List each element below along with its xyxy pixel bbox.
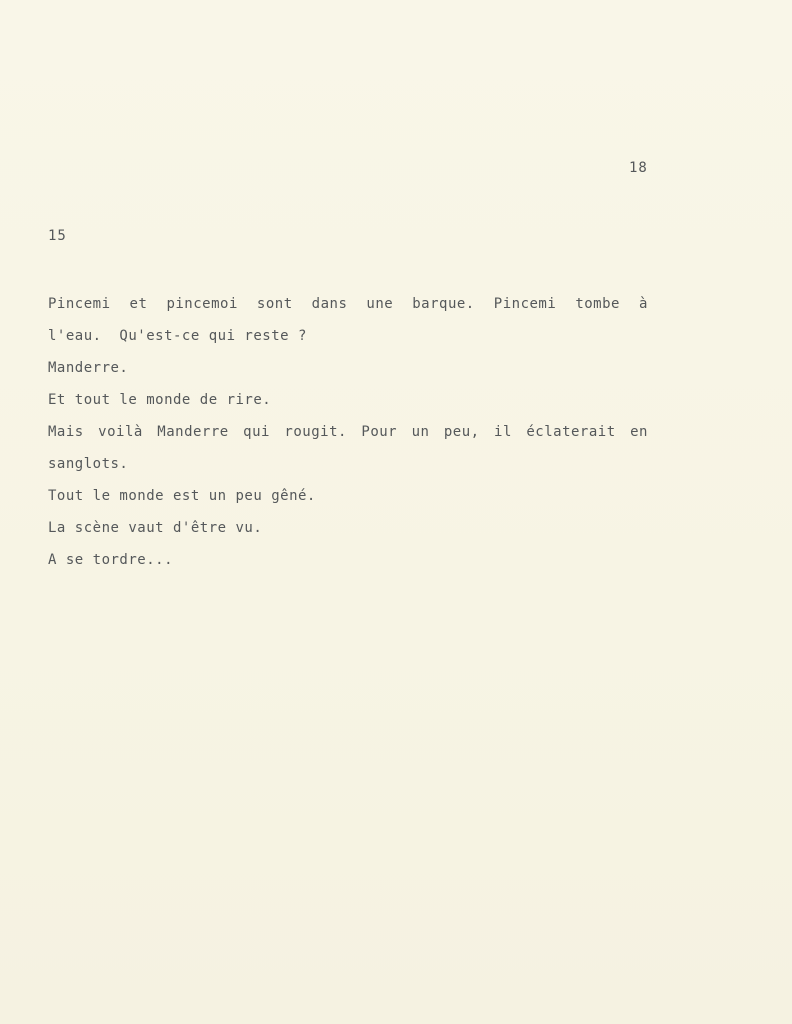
text-line-5 [48, 416, 648, 448]
word: une [366, 296, 394, 312]
word: qui [243, 424, 270, 440]
word: rougit. [284, 424, 347, 440]
word: un [411, 424, 430, 440]
word: peu, [443, 424, 480, 440]
text-line-1 [48, 288, 648, 320]
word: sont [256, 296, 293, 312]
word: Manderre [157, 424, 229, 440]
text-line-9: A se tordre... [48, 552, 174, 568]
word: Pour [361, 424, 398, 440]
text-line-3: Manderre. [48, 360, 129, 376]
word: et [129, 296, 148, 312]
word: Pincemi [493, 296, 557, 312]
word: tombe [575, 296, 620, 312]
text-line-7: Tout le monde est un peu gêné. [48, 488, 316, 504]
word: Pincemi [48, 296, 111, 312]
word: barque. [412, 296, 475, 312]
word: éclaterait [526, 424, 616, 440]
word: voilà [98, 424, 143, 440]
word: pincemoi [166, 296, 238, 312]
page-number: 18 [629, 160, 648, 176]
body-text [48, 288, 648, 576]
word: Mais [48, 424, 84, 440]
word: dans [311, 296, 348, 312]
word: il [494, 424, 512, 440]
word: en [630, 424, 648, 440]
text-line-4: Et tout le monde de rire. [48, 392, 272, 408]
word: à [639, 296, 648, 312]
text-line-2: l'eau. Qu'est-ce qui reste ? [48, 328, 307, 344]
section-number: 15 [48, 228, 67, 244]
text-line-6: sanglots. [48, 456, 129, 472]
text-line-8: La scène vaut d'être vu. [48, 520, 263, 536]
